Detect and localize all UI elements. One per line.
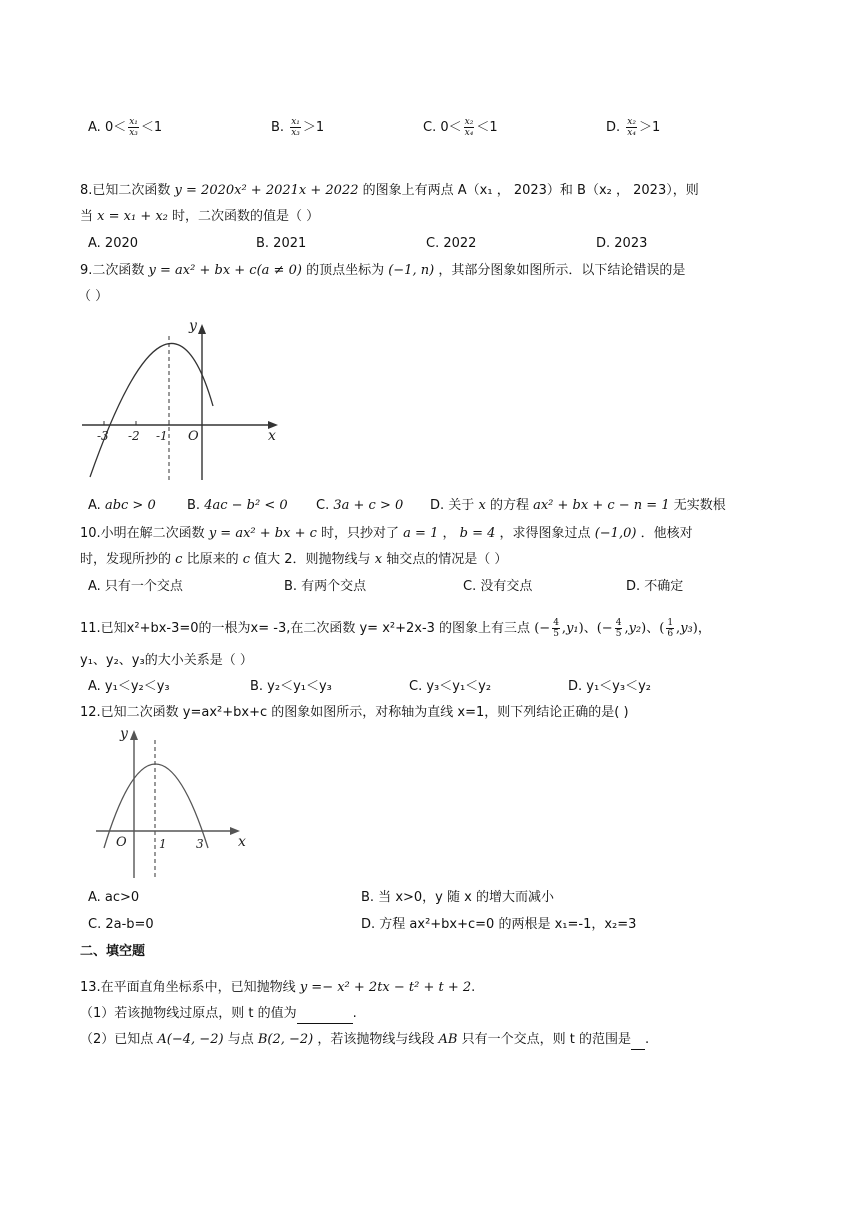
q11-option-a: A. y₁＜y₂＜y₃	[88, 679, 170, 694]
q9-origin-label: O	[188, 429, 199, 444]
q8-option-c: C. 2022	[426, 236, 477, 251]
q7-option-b: B. $\frac{\text{x₁}}{\text{x₃}}$ ＞1	[271, 117, 325, 138]
q8-option-d: D. 2023	[596, 236, 648, 251]
q10-option-d: D. 不确定	[626, 579, 684, 594]
q11-stem-line1: 11.已知x²+bx-3=0的一根为x= -3,在二次函数 y= x²+2x-3 的图象上有三点 (− $\frac{4}{5}$ ,y₁)、(− $\frac{4}{5}$ ,y₂)、( $\frac{1}{6}$ ,y₃)，	[80, 618, 711, 639]
q7-option-c: C. 0＜ $\frac{\text{x₂}}{\text{x₄}}$ ＜1	[423, 117, 498, 138]
q7-option-d: D. $\frac{\text{x₂}}{\text{x₄}}$ ＞1	[606, 117, 661, 138]
q11-stem-line2: y₁、y₂、y₃的大小关系是（ ）	[80, 653, 253, 668]
q13-answer-blank-2[interactable]	[631, 1031, 645, 1050]
q11-point-2: (− $\frac{4}{5}$ ,y₂)	[596, 618, 647, 639]
q13-answer-blank-1[interactable]	[297, 1005, 353, 1024]
q9-graph	[80, 312, 285, 484]
q12-option-b: B. 当 x>0，y 随 x 的增大而减小	[361, 890, 554, 905]
q10-stem-line1: 10.小明在解二次函数 y = ax² + bx + c 时，只抄对了 a = 1 ， b = 4 ，求得图象过点 (−1,0) ．他核对	[80, 526, 693, 541]
q9-stem-line1: 9.二次函数 y = ax² + bx + c(a ≠ 0) 的顶点坐标为 (−1, n) ，其部分图象如图所示．以下结论错误的是	[80, 263, 686, 278]
q9-y-arrow-icon	[198, 324, 206, 334]
q12-y-arrow-icon	[130, 730, 138, 740]
q10-stem-line2: 时，发现所抄的 c 比原来的 c 值大 2．则抛物线与 x 轴交点的情况是（ ）	[80, 552, 508, 567]
q12-graph	[92, 724, 252, 882]
q9-option-c: C. 3a + c > 0	[316, 498, 404, 513]
q9-tick-minus2: -2	[128, 429, 140, 443]
q8-option-b: B. 2021	[256, 236, 307, 251]
q9-tick-minus3: -3	[97, 429, 109, 443]
q8-option-a: A. 2020	[88, 236, 139, 251]
q9-options	[88, 497, 156, 515]
q9-tick-minus1: -1	[156, 429, 168, 443]
q13-sub1: （1）若该抛物线过原点，则 t 的值为 .	[80, 1005, 357, 1024]
q12-option-a: A. ac>0	[88, 890, 140, 905]
q12-stem: 12.已知二次函数 y=ax²+bx+c 的图象如图所示，对称轴为直线 x=1，则下列结论正确的是( )	[80, 705, 629, 720]
q11-point-3: ( $\frac{1}{6}$ ,y₃)	[659, 618, 698, 639]
q11-point-1: (− $\frac{4}{5}$ ,y₁)	[534, 618, 584, 639]
q9-option-b: B. 4ac − b² < 0	[187, 498, 288, 513]
q13-stem: 13.在平面直角坐标系中，已知抛物线 y =− x² + 2tx − t² + t + 2.	[80, 980, 476, 995]
q8-stem-line1: 8.已知二次函数 y = 2020x² + 2021x + 2022 的图象上有两点 A（x₁ ， 2023）和 B（x₂ ， 2023），则	[80, 183, 699, 198]
q9-y-label: y	[189, 318, 197, 334]
q9-x-label: x	[268, 428, 276, 444]
q12-origin-label: O	[116, 835, 127, 850]
q12-tick-3: 3	[196, 837, 204, 851]
q12-option-d: D. 方程 ax²+bx+c=0 的两根是 x₁=-1，x₂=3	[361, 917, 637, 932]
q9-parabola	[90, 343, 213, 477]
q9-stem-line2: （ ）	[78, 289, 109, 304]
q8-stem-line2: 当 x = x₁ + x₂ 时，二次函数的值是（ ）	[80, 209, 320, 224]
q12-y-label: y	[120, 726, 128, 742]
q10-option-a: A. 只有一个交点	[88, 579, 183, 594]
q11-option-d: D. y₁＜y₃＜y₂	[568, 679, 651, 694]
q10-option-c: C. 没有交点	[463, 579, 533, 594]
q9-option-a: A. abc > 0	[88, 498, 156, 513]
q11-option-c: C. y₃＜y₁＜y₂	[409, 679, 492, 694]
q10-option-b: B. 有两个交点	[284, 579, 367, 594]
q11-option-b: B. y₂＜y₁＜y₃	[250, 679, 332, 694]
q12-option-c: C. 2a-b=0	[88, 917, 154, 932]
q12-tick-1: 1	[159, 837, 167, 851]
section-title-fill-in: 二、填空题	[80, 944, 146, 959]
q12-x-label: x	[238, 834, 246, 850]
q13-sub2: （2）已知点 A(−4, −2) 与点 B(2, −2) ，若该抛物线与线段 AB 只有一个交点，则 t 的范围是 .	[80, 1031, 649, 1050]
q7-option-a: A. 0＜ $\frac{\text{x₁}}{\text{x₃}}$ ＜1	[88, 117, 163, 138]
q9-option-d: D. 关于 x 的方程 ax² + bx + c − n = 1 无实数根	[430, 498, 726, 513]
